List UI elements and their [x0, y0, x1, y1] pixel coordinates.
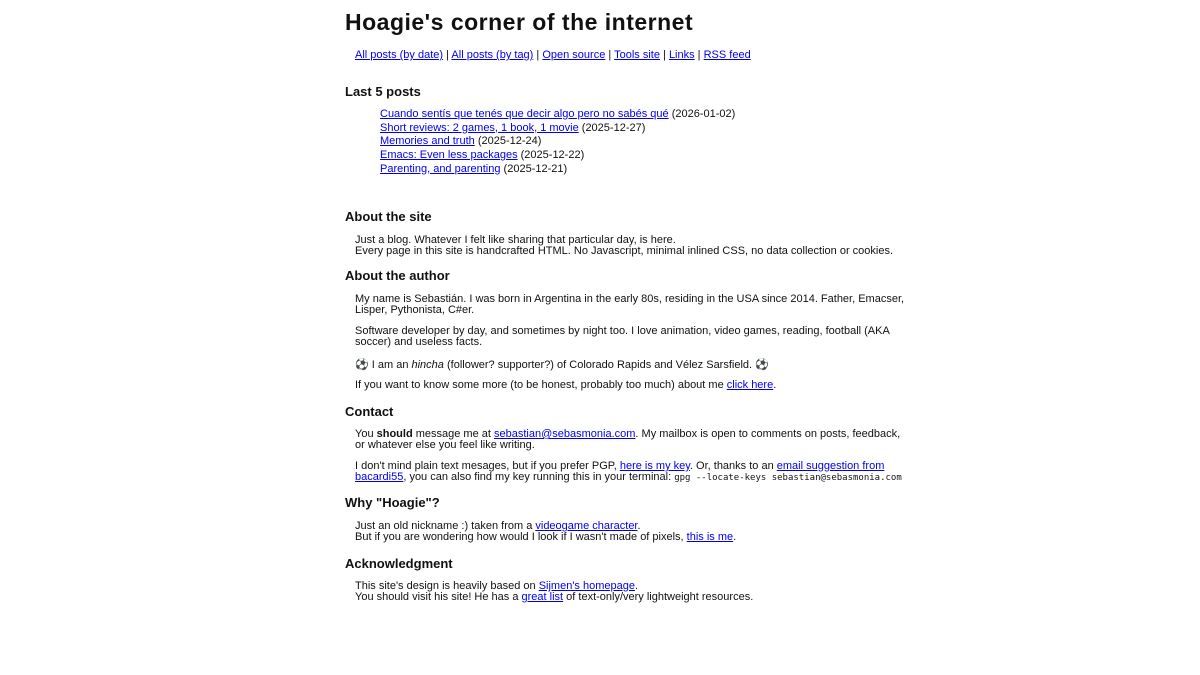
post-date: (2025-12-22) — [520, 149, 585, 162]
paragraph-line: Lisper, Pythonista, C#er. — [355, 304, 475, 317]
nav-separator: | — [694, 49, 704, 61]
author-paragraph-4 — [355, 379, 776, 391]
list-item — [380, 135, 735, 149]
email-suggestion-link[interactable]: bacardi55 — [355, 471, 404, 484]
nav-separator: | — [443, 49, 452, 61]
bold-text: should — [376, 428, 413, 440]
videogame-character-link[interactable]: videogame character — [535, 520, 638, 532]
text: . — [637, 520, 641, 532]
post-link[interactable]: Emacs: Even less packages — [380, 149, 518, 162]
nav-link-tools-site[interactable]: Tools site — [614, 49, 660, 61]
acknowledgment-text — [355, 580, 753, 605]
text: message me at — [412, 428, 495, 440]
nav-link-posts-by-date[interactable]: All posts (by date) — [355, 49, 444, 61]
text: I don't mind plain text mesages, but if you prefer PGP, — [355, 460, 620, 472]
text: You should visit his site! He has a — [355, 591, 522, 604]
nav-link-posts-by-tag[interactable]: All posts (by tag) — [451, 49, 534, 61]
soccer-ball-icon: ⚽ — [755, 358, 769, 371]
nav-link-links[interactable]: Links — [668, 49, 695, 61]
post-date: (2025-12-24) — [477, 135, 542, 148]
text: . My mailbox is open to comments on posts, feedback, — [635, 428, 901, 440]
this-is-me-link[interactable]: this is me — [686, 531, 734, 544]
author-paragraph-2 — [355, 325, 890, 350]
paragraph-line: Just a blog. Whatever I felt like sharing that particular day, is here. — [355, 234, 676, 246]
post-date: (2026-01-02) — [671, 108, 736, 120]
post-link[interactable]: Cuando sentís que tenés que decir algo pero no sabés qué — [380, 108, 669, 120]
post-date: (2025-12-27) — [581, 121, 646, 134]
why-hoagie-text — [355, 520, 736, 545]
text: . — [733, 531, 737, 544]
paragraph-line: My name is Sebastián. I was born in Argentina in the early 80s, residing in the USA since 2014. Father, Emacser, — [355, 293, 905, 305]
about-site-text — [355, 234, 893, 259]
author-paragraph-3 — [355, 358, 769, 371]
contact-paragraph-2 — [355, 460, 902, 485]
text: , you can also find my key running this in your terminal: — [403, 471, 675, 484]
why-hoagie-heading: Why "Hoagie"? — [345, 495, 440, 510]
post-link[interactable]: Parenting, and parenting — [380, 162, 501, 175]
site-title: Hoagie's corner of the internet — [345, 9, 694, 35]
nav-link-rss-feed[interactable]: RSS feed — [703, 49, 751, 61]
recent-posts-heading: Last 5 posts — [345, 84, 421, 99]
recent-posts-list — [380, 108, 735, 176]
pgp-key-link[interactable]: here is my key — [619, 460, 690, 472]
list-item — [380, 149, 735, 163]
paragraph-line: or whatever else you feel like writing. — [355, 439, 535, 452]
paragraph-line — [355, 471, 902, 485]
post-date: (2025-12-21) — [503, 162, 568, 175]
top-nav — [355, 49, 751, 61]
paragraph-line: Software developer by day, and sometimes by night too. I love animation, video games, reading, football (AKA — [355, 325, 890, 337]
paragraph-line — [355, 531, 736, 545]
text: . Or, thanks to an — [689, 460, 777, 472]
list-item — [380, 122, 735, 136]
nav-separator: | — [605, 49, 615, 61]
list-item — [380, 108, 735, 122]
soccer-ball-icon: ⚽ — [355, 358, 369, 371]
nav-separator: | — [659, 49, 669, 61]
text: of text-only/very lightweight resources. — [563, 591, 754, 604]
nav-link-open-source[interactable]: Open source — [542, 49, 606, 61]
about-me-link[interactable]: click here — [726, 379, 774, 391]
contact-paragraph-1 — [355, 428, 900, 453]
emphasis-text: hincha — [411, 359, 444, 371]
acknowledgment-heading: Acknowledgment — [345, 556, 453, 571]
text: But if you are wondering how would I look if I wasn't made of pixels, — [355, 531, 687, 544]
about-site-heading: About the site — [345, 209, 432, 224]
email-link[interactable]: sebastian@sebasmonia.com — [494, 428, 636, 440]
text: If you want to know some more (to be honest, probably too much) about me — [355, 379, 727, 391]
great-list-link[interactable]: great list — [521, 591, 564, 604]
text: I am an — [368, 359, 412, 371]
paragraph-line: soccer) and useless facts. — [355, 336, 483, 349]
text: (follower? supporter?) of Colorado Rapids and Vélez Sarsfield. — [443, 359, 756, 371]
text: You — [355, 428, 377, 440]
text: Just an old nickname :) taken from a — [355, 520, 536, 532]
author-paragraph-1 — [355, 293, 904, 318]
post-link[interactable]: Memories and truth — [380, 135, 475, 148]
email-suggestion-link[interactable]: email suggestion from — [776, 460, 885, 472]
contact-heading: Contact — [345, 404, 394, 419]
text: . — [634, 580, 639, 592]
sijmen-homepage-link[interactable]: Sijmen's homepage — [538, 580, 635, 592]
paragraph-line: Every page in this site is handcrafted HTML. No Javascript, minimal inlined CSS, no data collection or cookies. — [355, 245, 894, 258]
about-author-heading: About the author — [345, 268, 450, 283]
nav-separator: | — [533, 49, 543, 61]
terminal-command: gpg --locate-keys sebastian@sebasmonia.com — [674, 473, 902, 484]
post-link[interactable]: Short reviews: 2 games, 1 book, 1 movie — [380, 121, 579, 134]
list-item — [380, 163, 735, 177]
text: This site's design is heavily based on — [355, 580, 539, 592]
paragraph-line — [355, 591, 753, 605]
text: . — [773, 379, 777, 391]
